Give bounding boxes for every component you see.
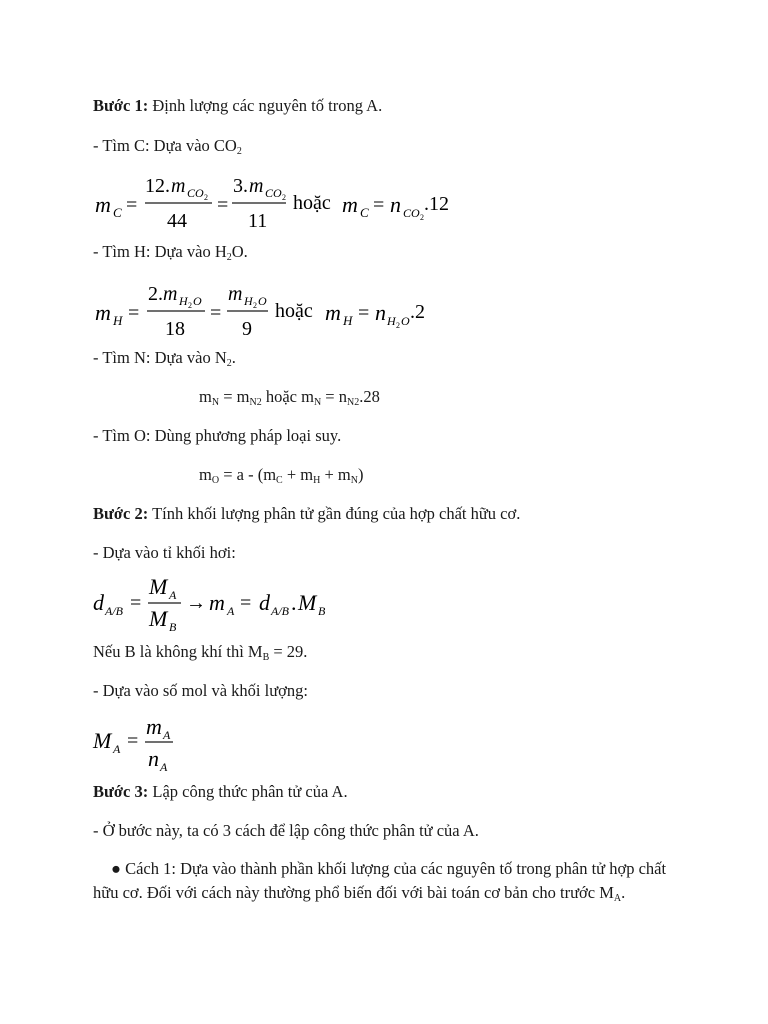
svg-text:m: m — [95, 192, 111, 217]
svg-text:m: m — [171, 175, 186, 197]
svg-text:2: 2 — [282, 193, 286, 202]
svg-text:O: O — [401, 314, 410, 328]
svg-text:m: m — [209, 590, 225, 615]
step1-text: Định lượng các nguyên tố trong A. — [148, 96, 383, 115]
eq-n-sub3: N — [313, 397, 322, 408]
svg-text:m: m — [146, 714, 162, 739]
svg-text:d: d — [259, 590, 270, 615]
svg-text:2: 2 — [420, 213, 424, 222]
eq-n-sub1: N — [211, 397, 220, 408]
eq-o-t1: = a - (m — [219, 465, 277, 484]
svg-text:O: O — [193, 294, 202, 308]
equation-hydrogen — [93, 280, 473, 347]
find-n-sub: 2 — [226, 358, 232, 369]
svg-text:H: H — [343, 313, 353, 328]
find-n-tail: . — [231, 348, 236, 367]
eq-n-or: hoặc m — [261, 387, 314, 406]
eq-n-eq2: = n — [321, 387, 347, 406]
find-n-line — [93, 348, 236, 368]
step1-label: Bước 1: — [93, 96, 149, 115]
svg-text:n: n — [375, 300, 386, 325]
svg-text:d: d — [93, 590, 104, 615]
svg-text:=: = — [126, 194, 138, 216]
eq-h-tail: .2 — [410, 301, 425, 323]
way1-tail: . — [621, 883, 626, 902]
eq-c-den2: 11 — [248, 210, 268, 232]
eq-o-sub-c: C — [276, 475, 283, 486]
svg-text:A/B: A/B — [105, 604, 123, 618]
find-c-text: - Tìm C: Dựa vào CO — [93, 136, 237, 155]
air-tail: = 29. — [269, 642, 308, 661]
svg-text:=: = — [240, 592, 252, 614]
eq-o-sub-o: O — [211, 475, 220, 486]
svg-text:M: M — [298, 590, 317, 615]
svg-text:H: H — [179, 294, 188, 308]
find-c-line — [93, 136, 242, 156]
ways-line: - Ở bước này, ta có 3 cách để lập công thức phân tử của A. — [93, 821, 479, 840]
equation-molar-mass-svg — [93, 716, 203, 776]
svg-text:=: = — [128, 302, 140, 324]
eq-h-den1: 18 — [165, 318, 185, 340]
svg-text:H: H — [244, 294, 253, 308]
air-text: Nếu B là không khí thì M — [93, 642, 263, 661]
equation-vapor-density — [93, 576, 353, 641]
equation-oxygen — [199, 465, 363, 485]
svg-text:CO: CO — [403, 206, 420, 220]
svg-text:m: m — [228, 283, 243, 305]
bullet-icon: ● — [111, 859, 121, 878]
svg-text:n: n — [390, 192, 401, 217]
svg-text:C: C — [360, 205, 369, 220]
equation-carbon — [93, 172, 473, 239]
svg-text:=: = — [210, 302, 222, 324]
svg-text:O: O — [258, 294, 267, 308]
eq-h-or: hoặc — [275, 300, 313, 322]
molar-mass-line: - Dựa vào số mol và khối lượng: — [93, 681, 308, 700]
eq-n-eq: = m — [219, 387, 250, 406]
svg-text:=: = — [130, 592, 142, 614]
step3-label: Bước 3: — [93, 782, 149, 801]
svg-text:m: m — [249, 175, 264, 197]
eq-o-m: m — [199, 465, 212, 484]
svg-text:H: H — [113, 313, 123, 328]
svg-text:m: m — [95, 300, 111, 325]
svg-text:C: C — [113, 205, 122, 220]
eq-c-den1: 44 — [167, 210, 187, 232]
svg-text:=: = — [373, 194, 385, 216]
step2-label: Bước 2: — [93, 504, 149, 523]
equation-carbon-svg — [93, 172, 473, 234]
eq-h-num1: 2. — [148, 283, 163, 305]
svg-text:2: 2 — [396, 321, 400, 330]
way1-text: Cách 1: Dựa vào thành phần khối lượng của các nguyên tố trong phân tử hợp chất hữu cơ. Đối với cách này thường phổ biến đối với bài toán cơ bản cho trước M — [93, 859, 667, 902]
eq-h-den2: 9 — [242, 318, 252, 340]
svg-text:m: m — [325, 300, 341, 325]
air-line — [93, 642, 307, 662]
svg-text:m: m — [163, 283, 178, 305]
svg-text:H: H — [387, 314, 396, 328]
vapor-density-line: - Dựa vào tỉ khối hơi: — [93, 543, 236, 562]
find-o-line: - Tìm O: Dùng phương pháp loại suy. — [93, 426, 342, 445]
step1-line — [93, 96, 382, 116]
svg-text:A: A — [163, 728, 171, 742]
air-sub: B — [262, 652, 270, 663]
eq-c-tail: .12 — [424, 193, 449, 215]
find-c-sub: 2 — [236, 146, 242, 157]
svg-text:2: 2 — [188, 301, 192, 310]
eq-c-num2: 3. — [233, 175, 248, 197]
svg-text:M: M — [93, 728, 112, 753]
svg-text:A: A — [227, 604, 235, 618]
svg-text:.: . — [291, 590, 297, 615]
step2-text: Tính khối lượng phân tử gần đúng của hợp chất hữu cơ. — [148, 504, 521, 523]
equation-molar-mass — [93, 716, 203, 781]
way1-sub: A — [613, 893, 622, 904]
svg-text:m: m — [342, 192, 358, 217]
svg-text:A/B: A/B — [271, 604, 289, 618]
step3-text: Lập công thức phân tử của A. — [148, 782, 348, 801]
equation-hydrogen-svg — [93, 280, 473, 342]
find-n-text: - Tìm N: Dựa vào N — [93, 348, 227, 367]
svg-text:n: n — [148, 746, 159, 771]
find-h-text: - Tìm H: Dựa vào H — [93, 242, 227, 261]
svg-text:B: B — [318, 604, 326, 618]
svg-text:2: 2 — [253, 301, 257, 310]
eq-n-sub2: N2 — [249, 397, 262, 408]
svg-text:A: A — [113, 742, 121, 756]
eq-n-tail: .28 — [359, 387, 380, 406]
svg-text:CO: CO — [187, 186, 204, 200]
equation-nitrogen — [199, 387, 380, 407]
svg-text:M: M — [149, 606, 168, 631]
eq-c-or: hoặc — [293, 192, 331, 214]
eq-o-t4: ) — [357, 465, 364, 484]
find-h-line — [93, 242, 248, 262]
step3-line — [93, 782, 348, 802]
svg-text:→: → — [186, 592, 206, 614]
find-h-tail: O. — [231, 242, 248, 261]
eq-n-m: m — [199, 387, 212, 406]
svg-text:2: 2 — [204, 193, 208, 202]
svg-text:B: B — [169, 620, 177, 634]
way1-paragraph — [93, 857, 693, 905]
svg-text:M: M — [149, 574, 168, 599]
svg-text:A: A — [160, 760, 168, 774]
eq-o-sub-n: N — [350, 475, 358, 486]
eq-c-num1: 12. — [145, 175, 170, 197]
step2-line — [93, 504, 520, 524]
svg-text:A: A — [169, 588, 177, 602]
svg-text:CO: CO — [265, 186, 282, 200]
find-h-sub: 2 — [226, 252, 232, 263]
eq-n-sub4: N2 — [346, 397, 360, 408]
eq-o-sub-h: H — [313, 475, 321, 486]
svg-text:=: = — [217, 194, 229, 216]
equation-vapor-density-svg — [93, 576, 353, 636]
svg-text:=: = — [358, 302, 370, 324]
eq-o-t2: + m — [282, 465, 314, 484]
svg-text:=: = — [127, 730, 139, 752]
eq-o-t3: + m — [320, 465, 351, 484]
